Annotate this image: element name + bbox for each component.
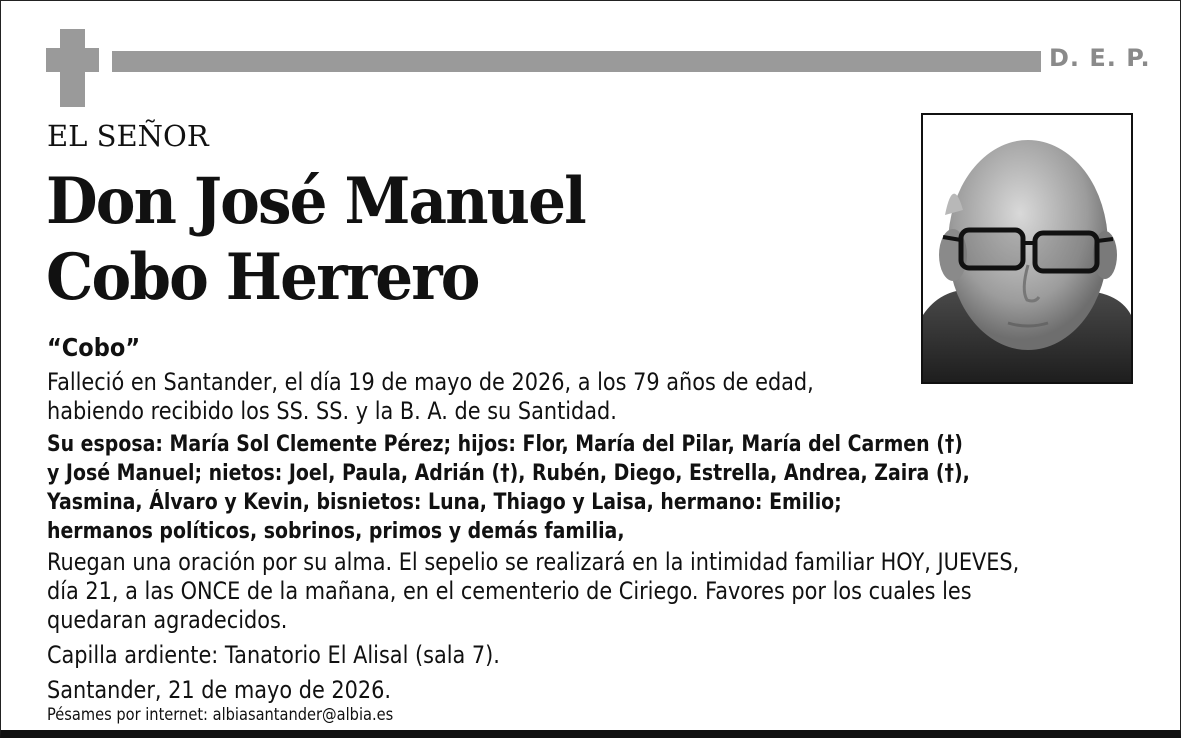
funeral-line-2: día 21, a las ONCE de la mañana, en el cementerio de Ciriego. Favores por los cuales les [47,577,972,605]
header-rule [112,51,1041,72]
condolences-email: Pésames por internet: albiasantander@albia.es [47,705,394,725]
name-line-2: Cobo Herrero [46,240,479,315]
portrait-photo [921,113,1133,384]
place-date: Santander, 21 de mayo de 2026. [47,676,392,704]
family-line-4: hermanos políticos, sobrinos, primos y demás familia, [47,519,625,544]
dep-label: D. E. P. [1049,44,1151,72]
nickname: “Cobo” [47,333,141,362]
chapel-info: Capilla ardiente: Tanatorio El Alisal (sala 7). [47,641,500,669]
portrait-image [923,115,1131,382]
deceased-name [46,164,585,316]
funeral-line-1: Ruegan una oración por su alma. El sepelio se realizará en la intimidad familiar HOY, JUEVES, [47,548,1020,576]
family-line-3: Yasmina, Álvaro y Kevin, bisnietos: Luna, Thiago y Laisa, hermano: Emilio; [47,490,842,515]
death-notice-line-2: habiendo recibido los SS. SS. y la B. A. de su Santidad. [47,397,617,425]
honorific-title: EL SEÑOR [47,119,209,153]
name-line-1: Don José Manuel [46,164,585,239]
family-line-2: y José Manuel; nietos: Joel, Paula, Adrián (†), Rubén, Diego, Estrella, Andrea, Zaira (†), [47,461,970,486]
funeral-line-3: quedaran agradecidos. [47,606,288,634]
family-line-1: Su esposa: María Sol Clemente Pérez; hijos: Flor, María del Pilar, María del Carmen (†) [47,432,963,457]
death-notice-line-1: Falleció en Santander, el día 19 de mayo de 2026, a los 79 años de edad, [47,368,814,396]
